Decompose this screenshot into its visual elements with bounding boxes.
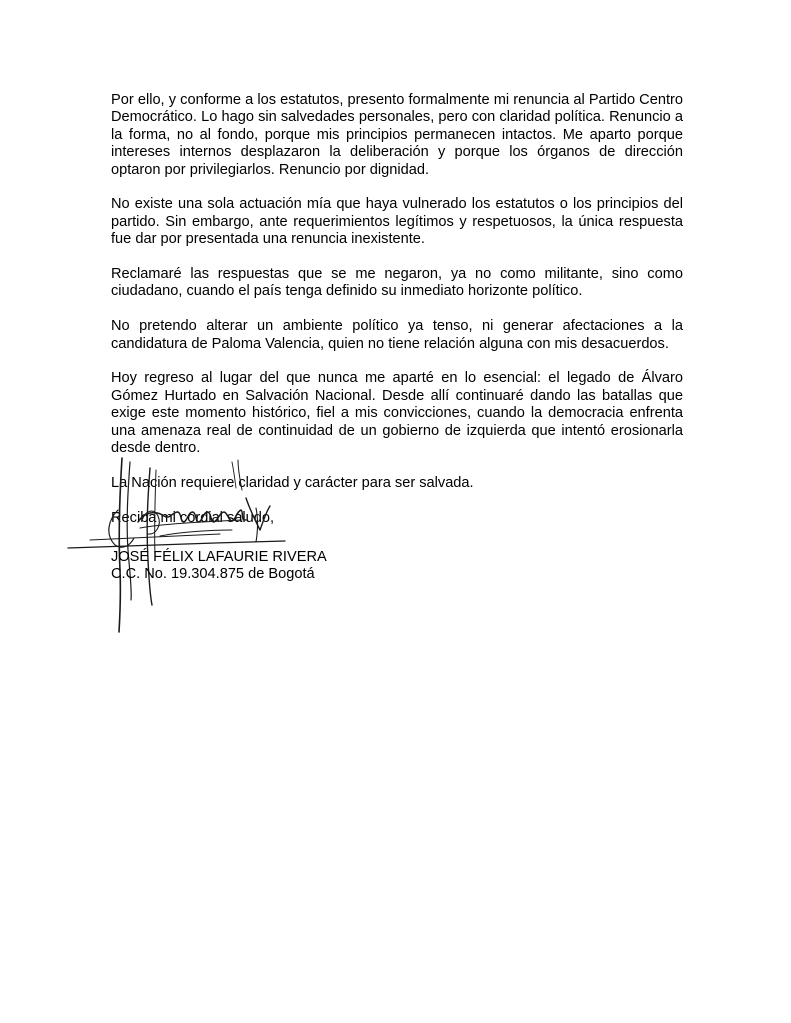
signer-block (111, 549, 327, 584)
paragraph-nation: La Nación requiere claridad y carácter para ser salvada. (111, 474, 474, 491)
paragraph-statutes: No existe una sola actuación mía que haya vulnerado los estatutos o los principios del partido. Sin embargo, ante requerimientos legítimos y respetuosos, la única respuesta fue dar por presentada una renuncia inexistente. (111, 196, 683, 248)
signer-name: JOSÉ FÉLIX LAFAURIE RIVERA (111, 549, 327, 565)
paragraph-candidacy: No pretendo alterar un ambiente político ya tenso, ni generar afectaciones a la candidatura de Paloma Valencia, quien no tiene relación alguna con mis desacuerdos. (111, 318, 683, 352)
paragraph-claims: Reclamaré las respuestas que se me negaron, ya no como militante, sino como ciudadano, cuando el país tenga definido su inmediato horizonte político. (111, 266, 683, 300)
paragraph-return: Hoy regreso al lugar del que nunca me aparté en lo esencial: el legado de Álvaro Gómez Hurtado en Salvación Nacional. Desde allí continuaré dando las batallas que exige este momento histórico, fiel a mis convicciones, cuando la democracia enfrenta una amenaza real de continuidad de un gobierno de izquierda que intentó erosionarla desde dentro. (111, 370, 683, 457)
signer-id: C.C. No. 19.304.875 de Bogotá (111, 566, 315, 583)
closing-salutation: Reciba mi cordial saludo, (111, 509, 275, 526)
letter-body (111, 92, 683, 544)
paragraph-resignation: Por ello, y conforme a los estatutos, presento formalmente mi renuncia al Partido Centro Democrático. Lo hago sin salvedades personales, pero con claridad política. Renuncio a la forma, no al fondo, porque mis principios permanecen intactos. Me aparto porque intereses internos desplazaron la deliberación y porque los órganos de dirección optaron por privilegiarlos. Renuncio por dignidad. (111, 92, 683, 178)
